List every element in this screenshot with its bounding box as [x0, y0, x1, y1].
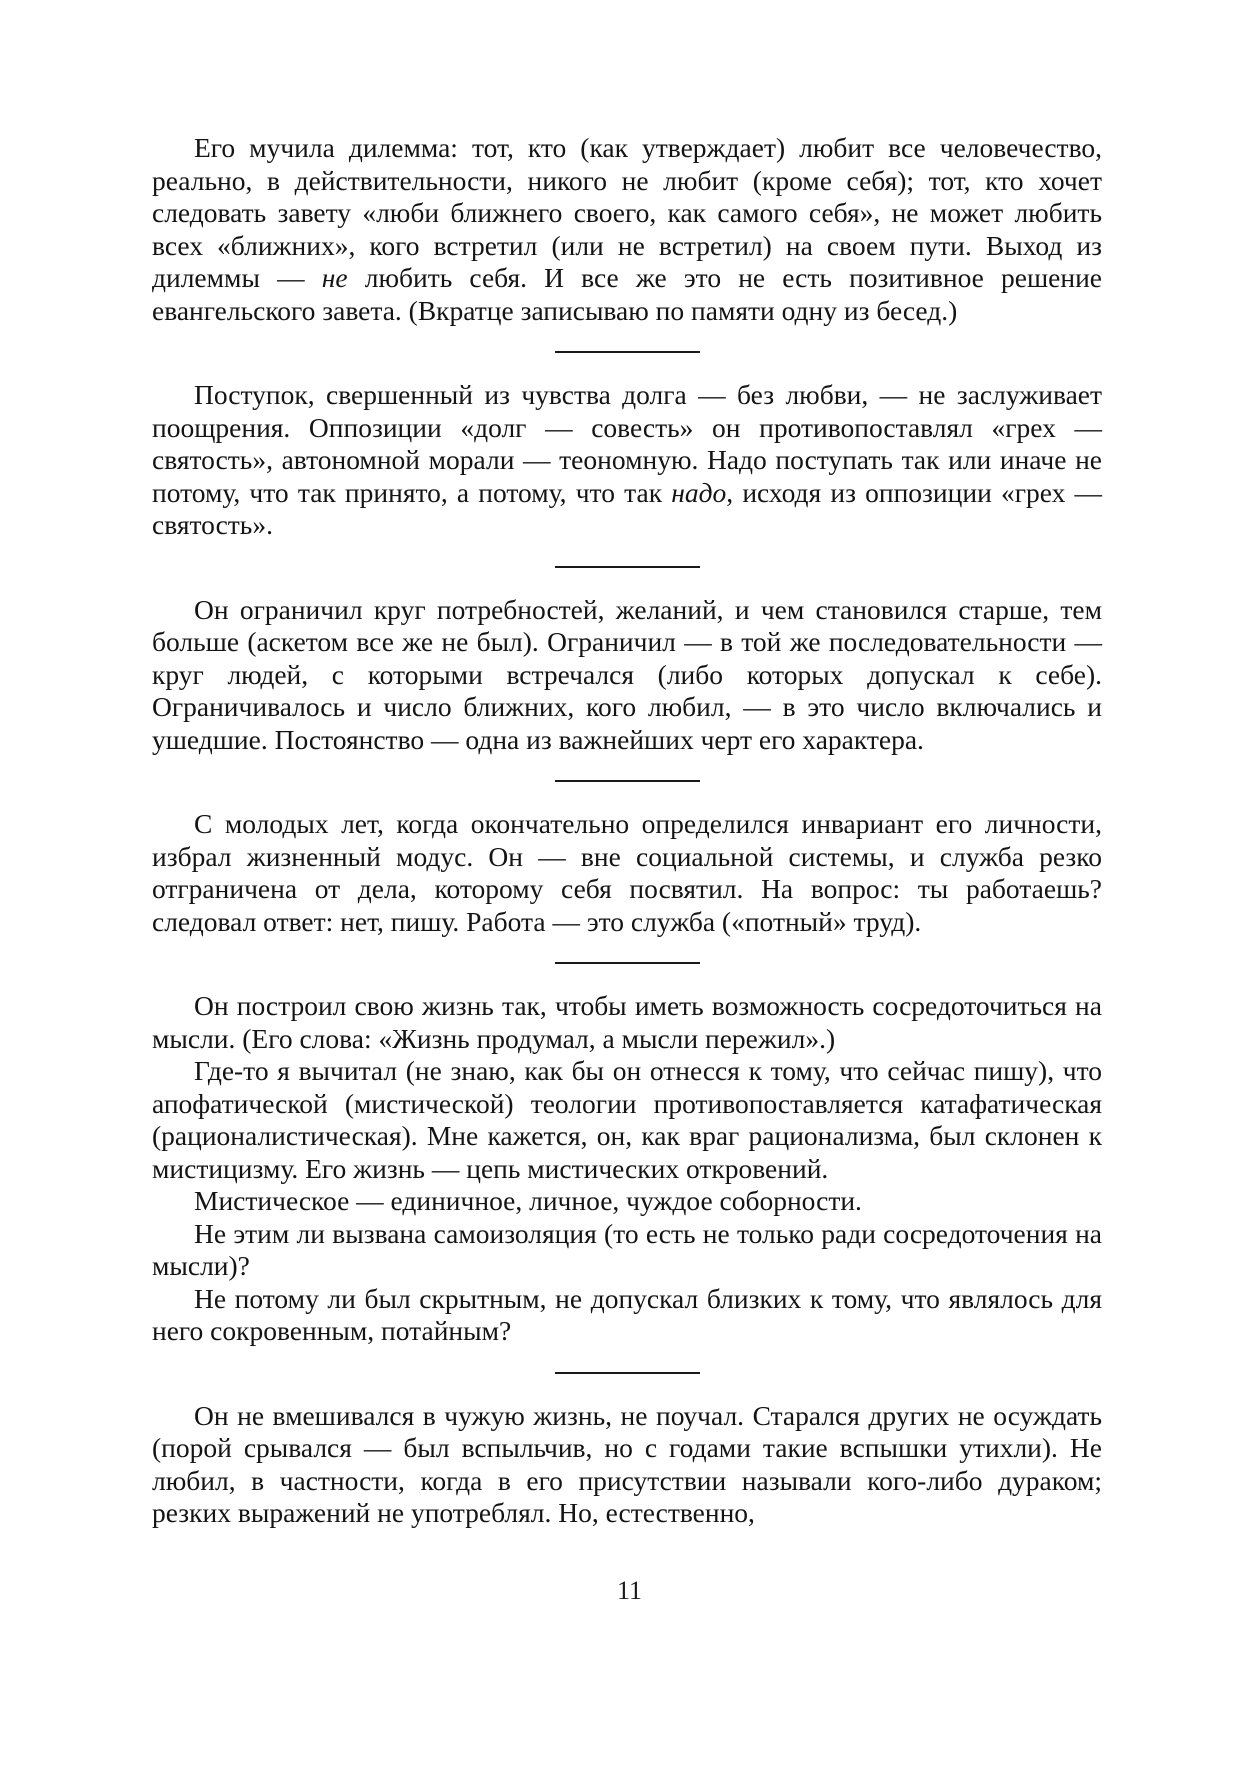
text-run: Поступок, свершенный из чувства долга — без любви, — не заслуживает поощрения. Оппозиции «долг — совесть» он противопоставлял «грех — святость», автономной морали — теономную. Надо поступать так или иначе не потому, что так принято, а потому, что так	[152, 379, 1102, 508]
paragraph	[152, 132, 1102, 327]
paragraph	[152, 1055, 1102, 1185]
text-run: Не этим ли вызвана самоизоляция (то есть не только ради сосредоточения на мысли)?	[152, 1217, 1102, 1281]
text-section	[152, 132, 1102, 327]
text-section	[152, 379, 1102, 542]
paragraph	[152, 1185, 1102, 1218]
text-run: любить себя. И все же это не есть позитивное решение евангельского завета. (Вкратце записываю по памяти одну из бесед.)	[152, 262, 1102, 326]
text-run: Его мучила дилемма: тот, кто (как утверждает) любит все человечество, реально, в действительности, никого не любит (кроме себя); тот, кто хочет следовать завету «люби ближнего своего, как самого себя», не может любить всех «ближних», кого встретил (или не встретил) на своем пути. Выход из дилеммы —	[152, 132, 1102, 293]
text-run: , исходя из оппозиции «грех — святость».	[152, 476, 1102, 540]
section-divider	[555, 780, 700, 782]
page-body	[152, 132, 1102, 1530]
paragraph	[152, 808, 1102, 938]
page-number: 11	[616, 1576, 643, 1605]
text-section	[152, 808, 1102, 938]
paragraph	[152, 594, 1102, 757]
text-section	[152, 1400, 1102, 1530]
italic-emphasis: надо	[671, 476, 727, 508]
section-divider	[555, 1372, 700, 1374]
text-run: Мистическое — единичное, личное, чуждое соборности.	[194, 1185, 862, 1216]
text-run: Где-то я вычитал (не знаю, как бы он отнесся к тому, что сейчас пишу), что апофатической (мистической) теологии противопоставляется катафатическая (рационалистическая). Мне кажется, он, как враг рационализма, был склонен к мистицизму. Его жизнь — цепь мистических откровений.	[152, 1055, 1102, 1184]
paragraph	[152, 1400, 1102, 1530]
paragraph	[152, 1283, 1102, 1348]
text-section	[152, 990, 1102, 1348]
section-divider	[555, 351, 700, 353]
paragraph	[152, 990, 1102, 1055]
text-run: С молодых лет, когда окончательно определился инвариант его личности, избрал жизненный модус. Он — вне социальной системы, и служба резко отграничена от дела, которому себя посвятил. На вопрос: ты работаешь? следовал ответ: нет, пишу. Работа — это служба («потный» труд).	[152, 808, 1102, 937]
text-run: Он ограничил круг потребностей, желаний, и чем становился старше, тем больше (аскетом все же не был). Ограничил — в той же последовательности — круг людей, с которыми встречался (либо которых допускал к себе). Ограничивалось и число ближних, кого любил, — в это число включались и ушедшие. Постоянство — одна из важнейших черт его характера.	[152, 593, 1102, 755]
text-run: Он построил свою жизнь так, чтобы иметь возможность сосредоточиться на мысли. (Его слова: «Жизнь продумал, а мысли пережил».)	[152, 990, 1102, 1054]
text-section	[152, 594, 1102, 757]
text-run: Не потому ли был скрытным, не допускал близких к тому, что являлось для него сокровенным, потайным?	[152, 1282, 1102, 1346]
section-divider	[555, 566, 700, 568]
text-run: Он не вмешивался в чужую жизнь, не поучал. Старался других не осуждать (порой срывался — был вспыльчив, но с годами такие вспышки утихли). Не любил, в частности, когда в его присутствии называли кого-либо дураком; резких выражений не употреблял. Но, естественно,	[152, 1399, 1102, 1528]
paragraph	[152, 1218, 1102, 1283]
italic-emphasis: не	[321, 262, 348, 293]
paragraph	[152, 379, 1102, 542]
section-divider	[555, 962, 700, 964]
